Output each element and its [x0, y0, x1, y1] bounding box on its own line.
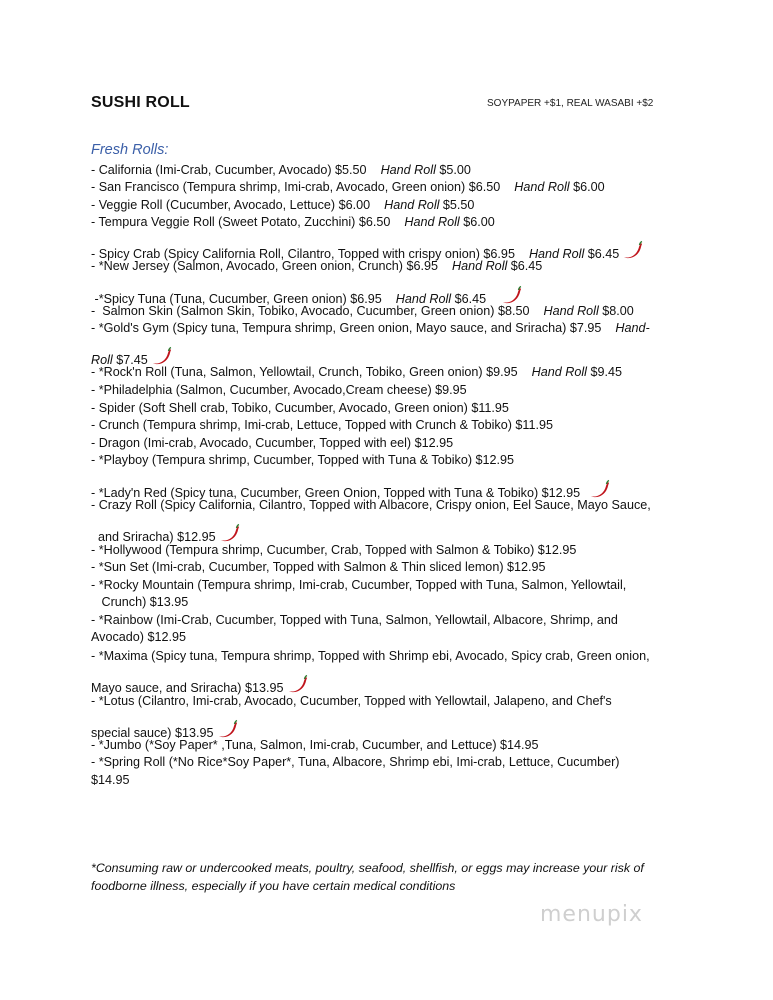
hand-roll-label: Hand Roll — [384, 198, 440, 212]
item-description: Avocado) $12.95 — [91, 630, 186, 644]
hand-roll-label: Hand Roll — [543, 304, 599, 318]
item-description: special sauce) $13.95 — [91, 726, 214, 740]
menu-item-line — [91, 400, 509, 417]
chili-pepper-icon — [500, 285, 522, 305]
item-description: - *Playboy (Tempura shrimp, Cucumber, Topped with Tuna & Tobiko) $12.95 — [91, 453, 515, 467]
item-description: - Dragon (Imi-crab, Avocado, Cucumber, Topped with eel) $12.95 — [91, 436, 454, 450]
item-description: Mayo sauce, and Sriracha) $13.95 — [91, 681, 284, 695]
item-description: - *Lady'n Red (Spicy tuna, Cucumber, Green Onion, Topped with Tuna & Tobiko) $12.95 — [91, 486, 581, 500]
chili-pepper-icon — [150, 346, 172, 366]
item-description: $14.95 — [91, 773, 130, 787]
page-title: SUSHI ROLL — [91, 94, 190, 111]
item-description: Crunch) $13.95 — [91, 595, 189, 609]
menu-item-line — [91, 559, 546, 576]
item-description: - *Rock'n Roll (Tuna, Salmon, Yellowtail, Crunch, Tobiko, Green onion) $9.95 — [91, 365, 518, 379]
menu-item-line — [91, 612, 618, 629]
hand-roll-price: $6.45 — [587, 247, 620, 261]
health-disclaimer: *Consuming raw or undercooked meats, poultry, seafood, shellfish, or eggs may increase your risk of foodborne illness, especially if you have certain medical conditions — [91, 861, 644, 893]
menu-item-line — [91, 435, 453, 452]
item-description: - Tempura Veggie Roll (Sweet Potato, Zucchini) $6.50 — [91, 215, 391, 229]
menu-item-line — [91, 197, 474, 214]
hand-roll-price: $5.00 — [439, 163, 471, 177]
item-description: - *Sun Set (Imi-crab, Cucumber, Topped with Salmon & Thin sliced lemon) $12.95 — [91, 560, 546, 574]
chili-pepper-icon — [588, 479, 610, 499]
hand-roll-price: $6.00 — [463, 215, 495, 229]
menu-item-line — [91, 594, 188, 611]
item-description: - Spider (Soft Shell crab, Tobiko, Cucumber, Avocado, Green onion) $11.95 — [91, 401, 509, 415]
item-description: - *Philadelphia (Salmon, Cucumber, Avocado,Cream cheese) $9.95 — [91, 383, 467, 397]
item-description: - *New Jersey (Salmon, Avocado, Green onion, Crunch) $6.95 — [91, 259, 438, 273]
menu-item-line — [91, 648, 650, 665]
item-description: - Spicy Crab (Spicy California Roll, Cilantro, Topped with crispy onion) $6.95 — [91, 247, 515, 261]
item-description: - *Gold's Gym (Spicy tuna, Tempura shrimp, Green onion, Mayo sauce, and Sriracha) $7.95 — [91, 321, 602, 335]
hand-roll-price: $6.45 — [454, 292, 487, 306]
hand-roll-price: $5.50 — [442, 198, 475, 212]
item-description: - San Francisco (Tempura shrimp, Imi-crab, Avocado, Green onion) $6.50 — [91, 180, 501, 194]
hand-roll-price: $8.00 — [602, 304, 634, 318]
item-description: - *Hollywood (Tempura shrimp, Cucumber, Crab, Topped with Salmon & Tobiko) $12.95 — [91, 543, 577, 557]
menu-item-line — [91, 754, 619, 771]
hand-roll-label: Hand Roll — [451, 259, 508, 273]
item-description: - *Jumbo (*Soy Paper* ,Tuna, Salmon, Imi-crab, Cucumber, and Lettuce) $14.95 — [91, 738, 539, 752]
menu-item-line — [91, 577, 626, 594]
menu-item-line — [91, 364, 622, 381]
hand-roll-label: Hand Roll — [395, 292, 452, 306]
menu-item-line — [91, 320, 650, 337]
chili-pepper-icon — [218, 523, 240, 543]
chili-pepper-icon — [286, 674, 308, 694]
item-description: - Crazy Roll (Spicy California, Cilantro, Topped with Albacore, Crispy onion, Eel Sauce, Mayo Sauce, — [91, 498, 651, 512]
menu-item-line — [91, 452, 514, 469]
item-description: and Sriracha) $12.95 — [91, 530, 216, 544]
menu-item-line — [91, 497, 651, 514]
chili-pepper-icon — [216, 719, 238, 739]
item-description: - Salmon Skin (Salmon Skin, Tobiko, Avocado, Cucumber, Green onion) $8.50 — [91, 304, 530, 318]
menu-item-line — [91, 693, 612, 710]
item-description: - *Maxima (Spicy tuna, Tempura shrimp, Topped with Shrimp ebi, Avocado, Spicy crab, Green onion, — [91, 649, 650, 663]
hand-roll-price: $6.45 — [510, 259, 543, 273]
hand-roll-price: $6.00 — [573, 180, 605, 194]
item-description: - Veggie Roll (Cucumber, Avocado, Lettuce) $6.00 — [91, 198, 371, 212]
section-title: Fresh Rolls: — [91, 142, 169, 158]
item-description: - *Lotus (Cilantro, Imi-crab, Avocado, Cucumber, Topped with Yellowtail, Jalapeno, and Chef's — [91, 694, 612, 708]
hand-roll-label: Hand- — [615, 321, 650, 335]
menu-item-line — [91, 629, 186, 646]
item-description: -*Spicy Tuna (Tuna, Cucumber, Green onion) $6.95 — [91, 292, 382, 306]
item-description: - *Rocky Mountain (Tempura shrimp, Imi-crab, Cucumber, Topped with Tuna, Salmon, Yellowtail, — [91, 578, 627, 592]
item-description: - *Spring Roll (*No Rice*Soy Paper*, Tuna, Albacore, Shrimp ebi, Imi-crab, Lettuce, Cucumber) — [91, 755, 620, 769]
menu-item-line — [91, 772, 130, 789]
menu-item-line — [91, 214, 495, 231]
hand-roll-label: Hand Roll — [531, 365, 587, 379]
menu-item-line — [91, 179, 605, 196]
hand-roll-label: Roll — [91, 353, 113, 367]
menu-item-line — [91, 542, 576, 559]
hand-roll-price: $7.45 — [116, 353, 148, 367]
item-description: - Crunch (Tempura shrimp, Imi-crab, Lettuce, Topped with Crunch & Tobiko) $11.95 — [91, 418, 553, 432]
menu-item-line — [91, 737, 539, 754]
menu-item-line — [91, 303, 634, 320]
hand-roll-label: Hand Roll — [380, 163, 436, 177]
hand-roll-price: $9.45 — [590, 365, 622, 379]
item-description: - *Rainbow (Imi-Crab, Cucumber, Topped with Tuna, Salmon, Yellowtail, Albacore, Shrimp, and — [91, 613, 618, 627]
hand-roll-label: Hand Roll — [514, 180, 570, 194]
menu-item-line — [91, 162, 471, 179]
hand-roll-label: Hand Roll — [528, 247, 585, 261]
add-on-prices: SOYPAPER +$1, REAL WASABI +$2 — [487, 98, 654, 109]
chili-pepper-icon — [621, 240, 643, 260]
hand-roll-label: Hand Roll — [404, 215, 460, 229]
menu-item-line — [91, 258, 542, 275]
item-description: - California (Imi-Crab, Cucumber, Avocado) $5.50 — [91, 163, 367, 177]
watermark-logo: menupix — [540, 902, 643, 927]
menu-item-line — [91, 417, 553, 434]
menu-item-line — [91, 382, 467, 399]
